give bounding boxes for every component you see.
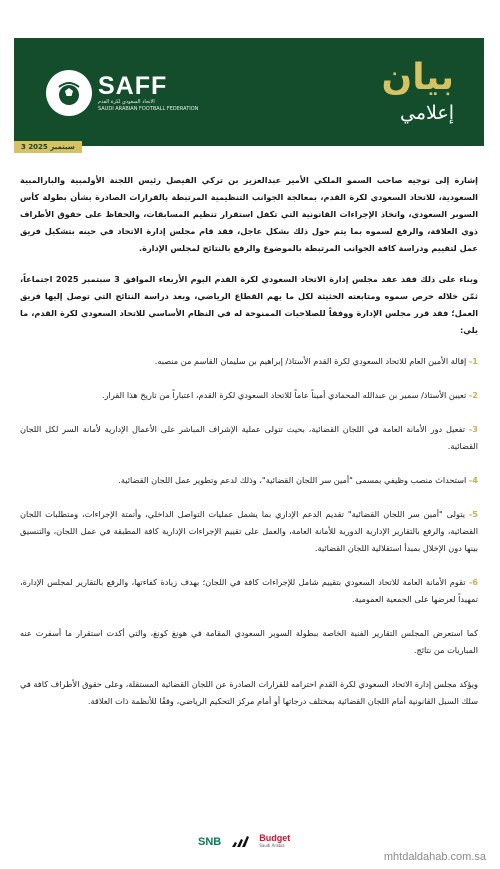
item-text: إقالة الأمين العام للاتحاد السعودي لكرة القدم الأستاذ/ إبراهيم بن سليمان القاسم من منصبه. [154, 356, 469, 366]
item-number: 4- [468, 475, 478, 485]
decision-paragraph: وبناء على ذلك فقد عقد مجلس إدارة الاتحاد السعودي لكرة القدم اليوم الأربعاء الموافق 3 سبتمبر 2025 اجتماعاً، ثمّن خلاله حرص سموه ومتابعته الحثيثة لكل ما يهم القطاع الرياضي، وبعد دراسة النتائج التي توصل إليها فريق العمل؛ فقد قرر مجلس الإدارة ووفقاً للصلاحيات الممنوحة له في النظام الأساسي للاتحاد السعودي لكرة القدم، ما يلي: [20, 274, 478, 335]
logo-name: SAFF [98, 72, 168, 100]
item-number: 3- [468, 424, 478, 434]
decision-item [20, 421, 478, 455]
header-banner [14, 38, 484, 146]
item-text: تعيين الأستاذ/ سمير بن عبدالله المحمادي أميناً عاماً للاتحاد السعودي لكرة القدم، اعتباراً من تاريخ هذا القرار. [102, 390, 469, 400]
item-number: 5- [468, 509, 478, 519]
decision-item [20, 506, 478, 557]
watermark: mhtdaldahab.com.sa [383, 851, 486, 863]
logo-subtitle-en: SAUDI ARABIAN FOOTBALL FEDERATION [98, 106, 199, 112]
budget-region: Saudi Arabia [259, 843, 285, 848]
item-text: يتولى "أمين سر اللجان القضائية" تقديم الدعم الإداري بما يشمل عمليات التواصل الداخلي، وأتمتة الإجراءات، ومتطلبات اللجان القضائية، والرفع بالتقارير الإدارية الدورية للأمانة العامة، والعمل على تقييم الإجراءات الإدارية كافة المطبقة في عمل اللجان، والتنسيق بينها دون الإخلال بمبدأ استقلالية اللجان القضائية. [20, 509, 478, 553]
budget-name: Budget [259, 833, 291, 843]
item-number: 6- [468, 577, 478, 587]
decision-item [20, 574, 478, 608]
saff-logo [46, 70, 198, 116]
decision-item [20, 472, 478, 489]
date-badge: 3 سبتمبر 2025 [14, 141, 82, 153]
item-text: تقوم الأمانة العامة للاتحاد السعودي بتقييم شامل للإجراءات كافة في اللجان؛ بهدف زيادة كفاءتها، والرفع بالتقارير لمجلس الإدارة، تمهيداً لعرضها على الجمعية العمومية. [20, 577, 478, 604]
ball-emblem-icon [46, 70, 92, 116]
item-text: استحداث منصب وظيفي بمسمى "أمين سر اللجان القضائية"، وذلك لدعم وتطوير عمل اللجان القضائية. [118, 475, 469, 485]
decision-item [20, 353, 478, 370]
page-subtitle: إعلامي [400, 102, 454, 124]
item-number: 2- [468, 390, 478, 400]
logo-subtitle-ar: الاتحاد السعودي لكرة القدم [98, 99, 155, 105]
statement-body [20, 172, 478, 727]
page-title: بيان [381, 57, 454, 98]
snb-logo: SNB [198, 836, 222, 848]
item-text: تفعيل دور الأمانة العامة في اللجان القضائية، بحيث تتولى عملية الإشراف المباشر على الأعمال الإدارية لأمانة السر لكل اللجان القضائية. [20, 424, 478, 451]
intro-paragraph: إشارة إلى توجيه صاحب السمو الملكي الأمير عبدالعزيز بن تركي الفيصل رئيس اللجنة الأولمبية والبارالمبية السعودية، للاتحاد السعودي لكرة القدم، بمعالجة الجوانب التنظيمية المرتبطة بالقرارات الصادرة بشأن بطولة كأس السوبر السعودي، واتخاذ الإجراءات القانونية التي تكفل استقرار تنظيم المسابقات، والحفاظ على حقوق الأطراف ذوي العلاقة، والرفع لسموه بما يتم حول ذلك بشكل عاجل، فقد قام مجلس إدارة الاتحاد في حينه بتشكيل فريق عمل لتقييم ودراسة كافة الجوانب المرتبطة بالموضوع والرفع بالنتائج لمجلس الإدارة. [20, 175, 478, 253]
adidas-logo-icon [231, 835, 249, 850]
sponsor-bar [198, 832, 290, 852]
budget-logo [259, 834, 290, 850]
outro-paragraph-2: ويؤكد مجلس إدارة الاتحاد السعودي لكرة القدم احترامه للقرارات الصادرة عن اللجان القضائية المستقلة، وعلى حقوق الأطراف كافة في سلك السبل القانونية أمام اللجان القضائية بمختلف درجاتها أو أمام مركز التحكيم الرياضي، وفقًا للأنظمة ذات العلاقة. [20, 679, 478, 706]
item-number: 1- [468, 356, 478, 366]
decision-item [20, 387, 478, 404]
outro-paragraph-1: كما استعرض المجلس التقارير الفنية الخاصة ببطولة السوبر السعودي المقامة في هونغ كونغ، والتي أكدت استقرار ما أسفرت عنه المباريات من نتائج. [20, 628, 478, 655]
